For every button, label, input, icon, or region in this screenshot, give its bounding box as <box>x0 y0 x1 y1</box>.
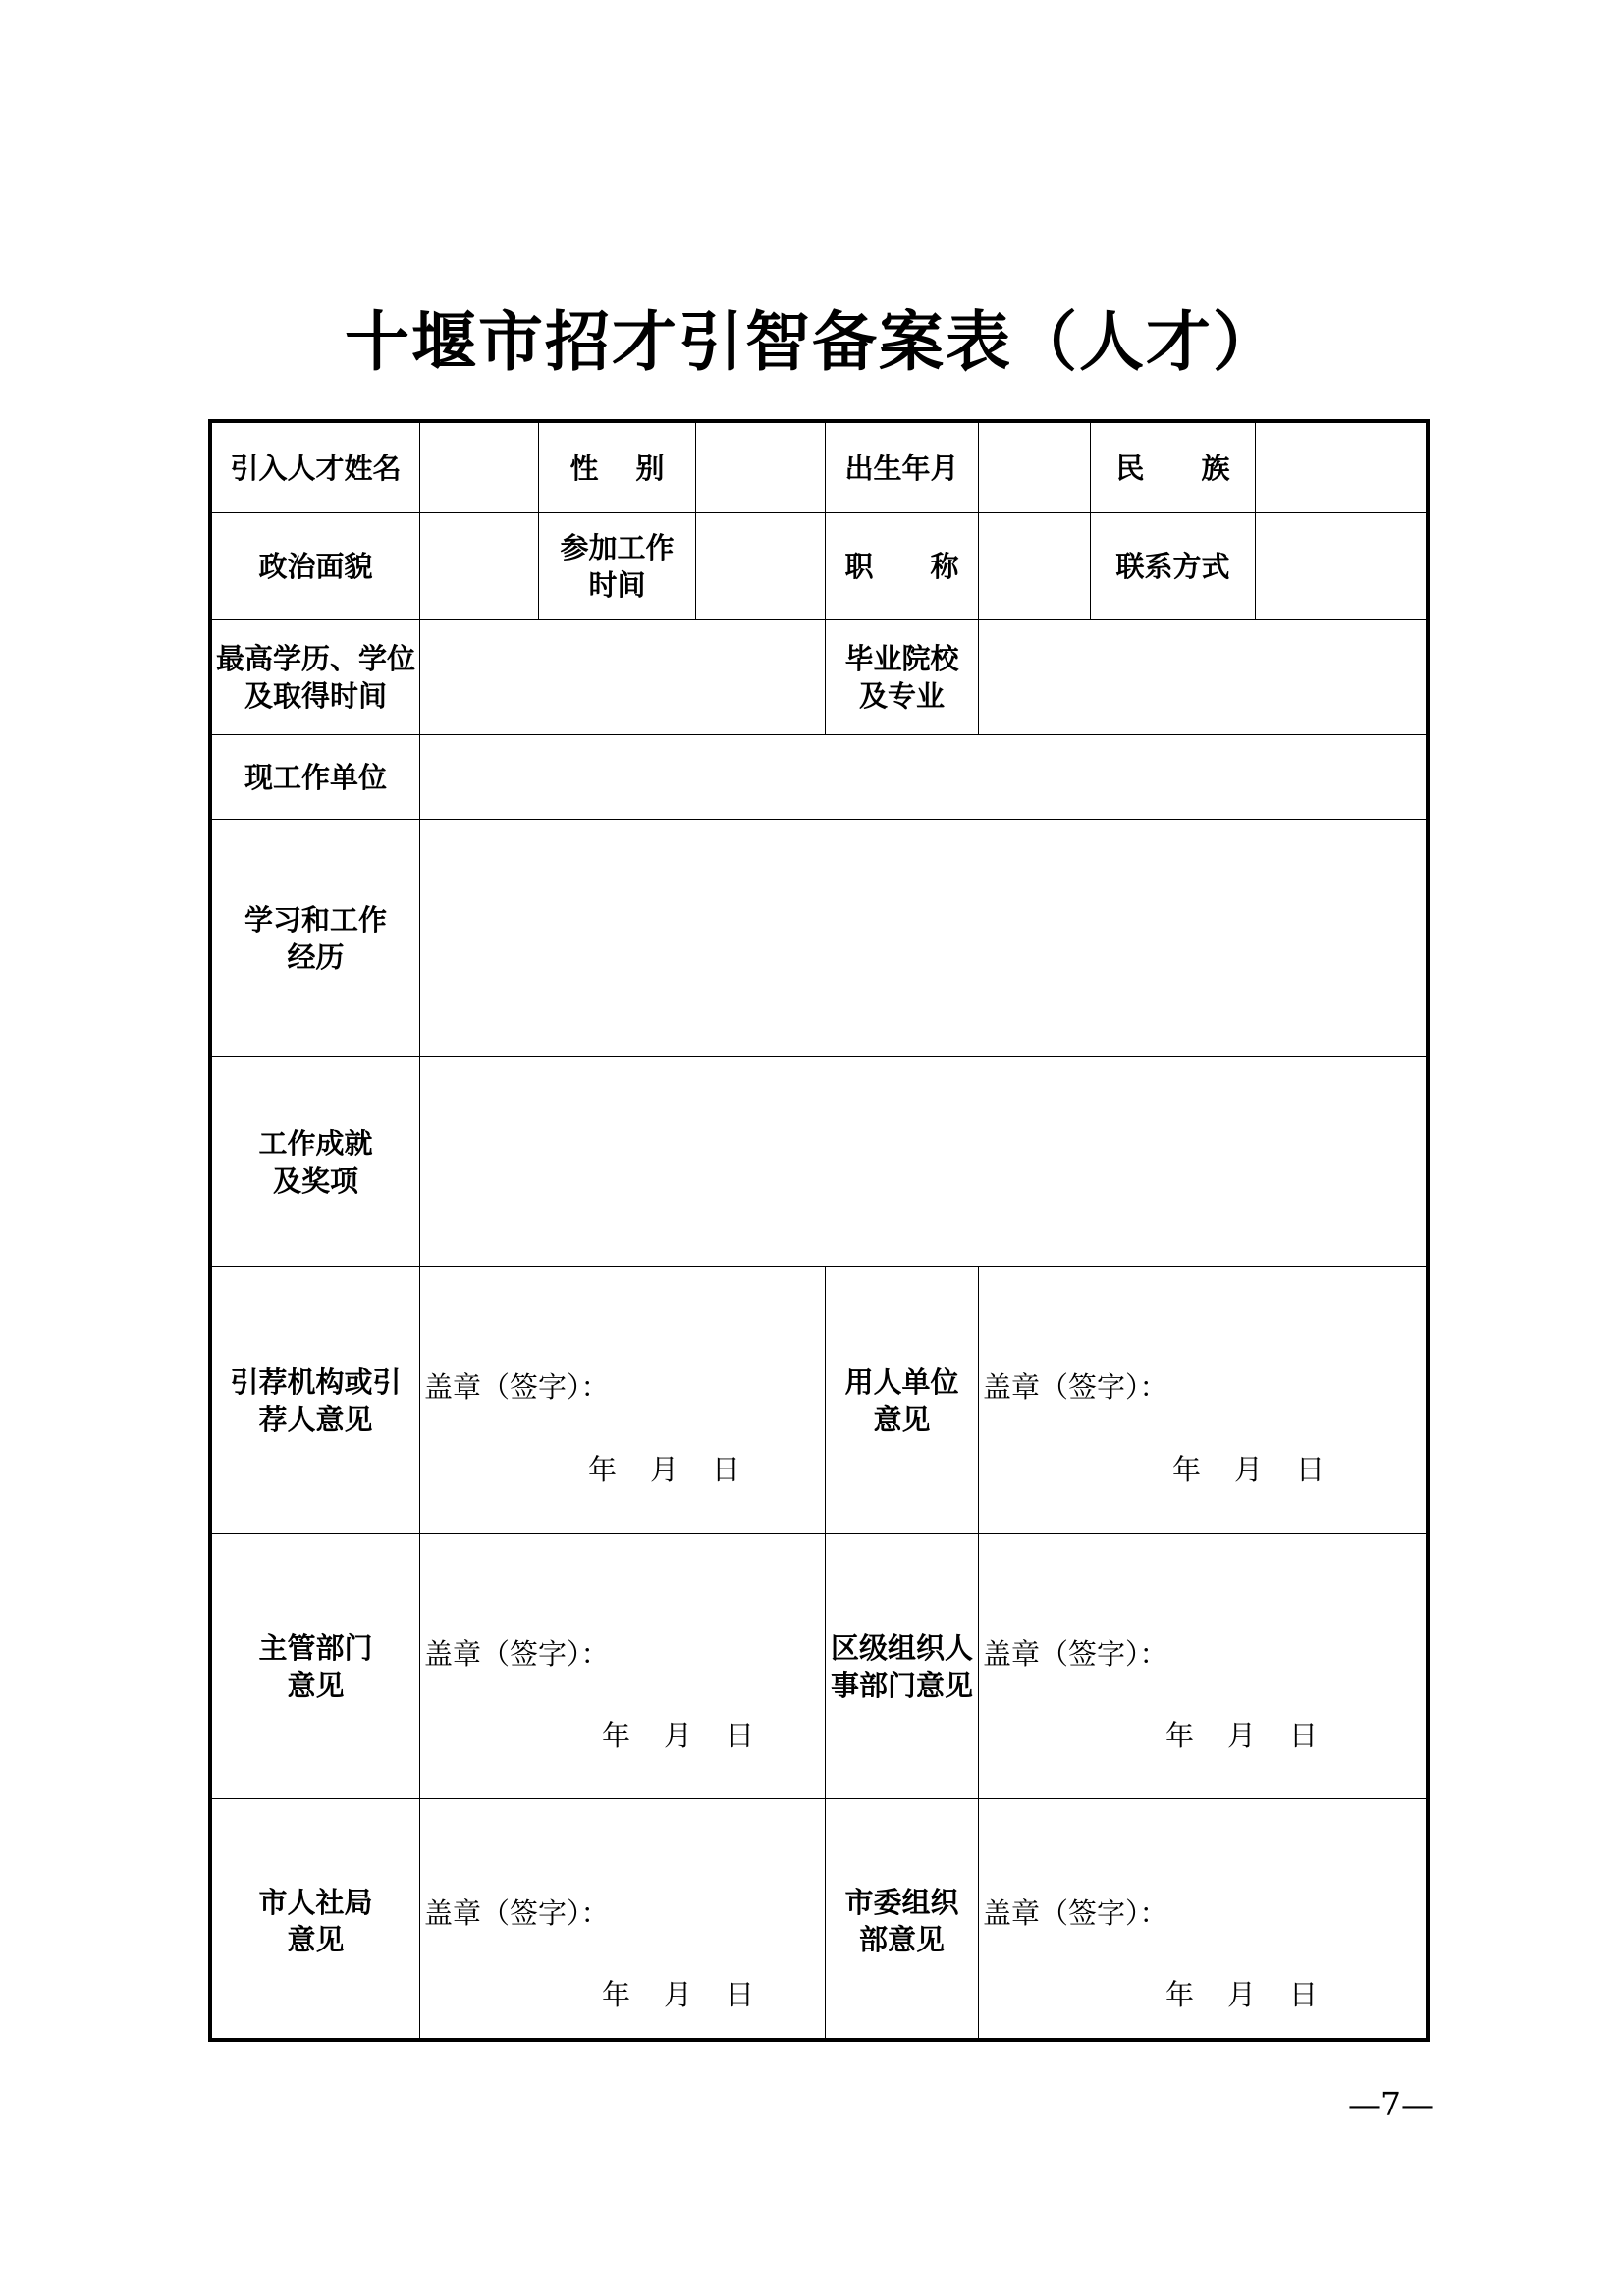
label-work-start: 参加工作 时间 <box>538 512 695 619</box>
label-school-major: 毕业院校 及专业 <box>825 619 978 734</box>
field-current-employer[interactable] <box>419 734 1426 819</box>
field-hiring-unit-opinion[interactable] <box>978 1266 1426 1533</box>
label-professional-title: 职 称 <box>825 512 978 619</box>
field-city-hrss-opinion[interactable] <box>419 1798 825 2042</box>
field-study-work-history[interactable] <box>419 819 1426 1056</box>
date-line: 年 月 日 <box>602 1719 755 1752</box>
label-political-status: 政治面貌 <box>212 512 419 619</box>
field-referrer-opinion[interactable] <box>419 1266 825 1533</box>
label-district-hr-opinion: 区级组织人 事部门意见 <box>825 1533 978 1798</box>
label-study-work-history: 学习和工作 经历 <box>212 819 419 1056</box>
stamp-signature-label: 盖章（签字）： <box>424 1370 610 1404</box>
field-work-start[interactable] <box>695 512 825 619</box>
stamp-signature-label: 盖章（签字）： <box>424 1637 610 1671</box>
field-political-status[interactable] <box>419 512 538 619</box>
date-line: 年 月 日 <box>602 1978 755 2011</box>
field-gender[interactable] <box>695 423 825 512</box>
stamp-signature-label: 盖章（签字）： <box>983 1896 1168 1930</box>
label-current-employer: 现工作单位 <box>212 734 419 819</box>
field-district-hr-opinion[interactable] <box>978 1533 1426 1798</box>
label-hiring-unit-opinion: 用人单位 意见 <box>825 1266 978 1533</box>
label-name: 引入人才姓名 <box>230 451 402 485</box>
registration-form <box>208 419 1430 2042</box>
label-contact: 联系方式 <box>1090 512 1255 619</box>
label-achievements-awards: 工作成就 及奖项 <box>212 1056 419 1266</box>
date-line: 年 月 日 <box>588 1453 741 1486</box>
field-birth[interactable] <box>978 423 1090 512</box>
label-referrer-opinion: 引荐机构或引 荐人意见 <box>212 1266 419 1533</box>
document-title: 十堰市招才引智备案表（人才） <box>345 303 1279 380</box>
field-achievements-awards[interactable] <box>419 1056 1426 1266</box>
date-line: 年 月 日 <box>1172 1453 1326 1486</box>
label-department-opinion: 主管部门 意见 <box>212 1533 419 1798</box>
stamp-signature-label: 盖章（签字）： <box>424 1896 610 1930</box>
label-city-hrss-opinion: 市人社局 意见 <box>212 1798 419 2042</box>
label-birth: 出生年月 <box>825 423 978 512</box>
label-municipal-org-opinion: 市委组织 部意见 <box>825 1798 978 2042</box>
date-line: 年 月 日 <box>1165 1978 1319 2011</box>
stamp-signature-label: 盖章（签字）： <box>983 1370 1168 1404</box>
field-department-opinion[interactable] <box>419 1533 825 1798</box>
stamp-signature-label: 盖章（签字）： <box>983 1637 1168 1671</box>
date-line: 年 月 日 <box>1165 1719 1319 1752</box>
field-contact[interactable] <box>1255 512 1426 619</box>
field-ethnicity[interactable] <box>1255 423 1426 512</box>
page-number: —7— <box>1348 2085 1434 2123</box>
field-education[interactable] <box>419 619 825 734</box>
label-ethnicity: 民 族 <box>1090 423 1255 512</box>
field-municipal-org-opinion[interactable] <box>978 1798 1426 2042</box>
field-professional-title[interactable] <box>978 512 1090 619</box>
field-name[interactable] <box>419 423 538 512</box>
label-gender: 性 别 <box>538 423 695 512</box>
label-education: 最高学历、学位 及取得时间 <box>212 619 419 734</box>
field-school-major[interactable] <box>978 619 1426 734</box>
